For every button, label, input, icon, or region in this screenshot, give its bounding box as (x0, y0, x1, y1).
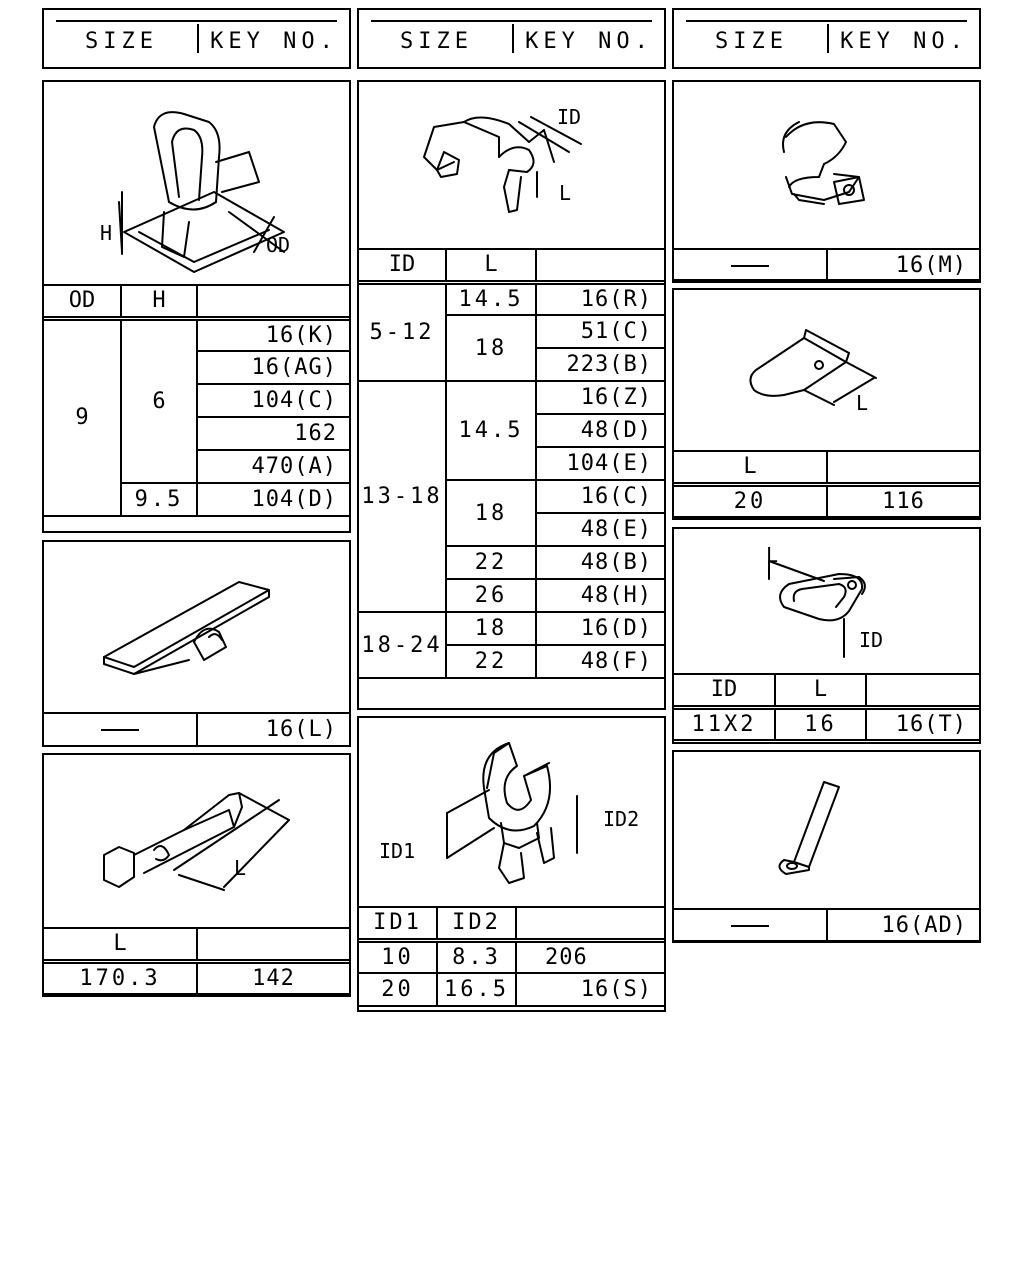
key-number[interactable]: 104(C) (197, 384, 350, 417)
clamp-loop-table (672, 673, 981, 741)
key-number[interactable]: 206 (516, 940, 665, 973)
clamp-loop-drawing (674, 529, 979, 673)
clip-bracket-drawing (674, 290, 979, 450)
key-number[interactable]: 16(C) (536, 480, 665, 513)
key-number[interactable]: 48(F) (536, 645, 665, 678)
panel-clamp-id (357, 80, 666, 710)
size-header-label: SIZE (400, 29, 473, 54)
clip-od-drawing (44, 82, 349, 282)
clip-flat-drawing (44, 542, 349, 712)
col-header-id1: ID1 (358, 907, 437, 940)
l-value: 18 (446, 480, 536, 546)
key-number[interactable]: 16(T) (866, 707, 980, 740)
col-header-id: ID (358, 249, 446, 282)
key-number[interactable]: 16(AG) (197, 351, 350, 384)
size-header-label: SIZE (715, 29, 788, 54)
id1-value: 10 (358, 940, 437, 973)
key-number[interactable]: 16(Z) (536, 381, 665, 414)
clamp-double-table (357, 906, 666, 1007)
panel-clip-flat (42, 540, 351, 747)
panel-strap (672, 750, 981, 942)
key-number[interactable]: 16(S) (516, 973, 665, 1006)
key-number[interactable]: 142 (197, 961, 350, 994)
l-value: 14.5 (446, 381, 536, 480)
id-range: 5-12 (358, 282, 446, 381)
l-value: 26 (446, 579, 536, 612)
l-value: 20 (673, 484, 827, 517)
clamp-id-table (357, 248, 666, 679)
strap-drawing (674, 752, 979, 908)
id-range: 18-24 (358, 612, 446, 678)
clip-bracket-table (672, 450, 981, 518)
dim-label-od: OD (266, 233, 291, 257)
key-no-header-label: KEY NO. (210, 29, 338, 54)
col-header-od: OD (43, 285, 121, 318)
key-number[interactable]: 162 (197, 417, 350, 450)
key-no-header-label: KEY NO. (840, 29, 968, 54)
col-header-l: L (446, 249, 536, 282)
panel-clip-bracket (672, 288, 981, 520)
key-number[interactable]: 16(M) (827, 249, 980, 282)
dim-label-h: H (100, 221, 113, 245)
header-size-key-col1 (42, 8, 351, 69)
panel-clamp-loop (672, 527, 981, 744)
key-number[interactable]: 48(H) (536, 579, 665, 612)
key-number[interactable]: 16(R) (536, 282, 665, 315)
size-header-label: SIZE (85, 29, 158, 54)
key-number[interactable]: 48(E) (536, 513, 665, 546)
clamp-id-drawing (359, 82, 664, 248)
id-value: 11X2 (673, 707, 775, 740)
dim-label-l: L (766, 543, 779, 567)
clamp-double-drawing (359, 718, 664, 906)
key-number[interactable]: 51(C) (536, 315, 665, 348)
dim-label-id: ID (557, 105, 582, 129)
panel-clip-c (672, 80, 981, 281)
l-value: 22 (446, 546, 536, 579)
key-number[interactable]: 48(D) (536, 414, 665, 447)
id2-value: 16.5 (437, 973, 516, 1006)
header-size-key-col2 (357, 8, 666, 69)
key-number[interactable]: 48(B) (536, 546, 665, 579)
h-value: 6 (121, 318, 197, 483)
col-header-l: L (43, 928, 197, 961)
key-number[interactable]: 104(E) (536, 447, 665, 480)
dim-label-id2: ID2 (603, 807, 640, 831)
dim-label-l: L (856, 391, 869, 415)
col-header-id: ID (673, 674, 775, 707)
clip-long-table (42, 927, 351, 995)
dim-label-l: L (234, 856, 247, 880)
id1-value: 20 (358, 973, 437, 1006)
col-header-l: L (775, 674, 866, 707)
l-value: 170.3 (43, 961, 197, 994)
no-size-dash (673, 909, 827, 942)
key-number[interactable]: 16(D) (536, 612, 665, 645)
no-size-dash (673, 249, 827, 282)
l-value: 18 (446, 315, 536, 381)
key-number[interactable]: 104(D) (197, 483, 350, 516)
clip-c-drawing (674, 82, 979, 248)
key-number[interactable]: 223(B) (536, 348, 665, 381)
key-number[interactable]: 16(L) (197, 713, 350, 746)
col-header-l: L (673, 451, 827, 484)
clip-c-table (672, 248, 981, 283)
col-header-h: H (121, 285, 197, 318)
id-range: 13-18 (358, 381, 446, 612)
clip-flat-table (42, 712, 351, 747)
l-value: 18 (446, 612, 536, 645)
l-value: 16 (775, 707, 866, 740)
dim-label-l: L (559, 181, 572, 205)
l-value: 14.5 (446, 282, 536, 315)
l-value: 22 (446, 645, 536, 678)
clip-od-table (42, 284, 351, 517)
key-number[interactable]: 16(AD) (827, 909, 980, 942)
h-value: 9.5 (121, 483, 197, 516)
col-header-id2: ID2 (437, 907, 516, 940)
strap-table (672, 908, 981, 943)
od-value: 9 (43, 318, 121, 516)
no-size-dash (43, 713, 197, 746)
key-number[interactable]: 16(K) (197, 318, 350, 351)
key-number[interactable]: 116 (827, 484, 980, 517)
id2-value: 8.3 (437, 940, 516, 973)
panel-clip-long (42, 753, 351, 997)
key-number[interactable]: 470(A) (197, 450, 350, 483)
key-no-header-label: KEY NO. (525, 29, 653, 54)
dim-label-id: ID (859, 628, 884, 652)
clip-long-drawing (44, 755, 349, 927)
panel-clip-od (42, 80, 351, 533)
dim-label-id1: ID1 (379, 839, 416, 863)
header-size-key-col3 (672, 8, 981, 69)
panel-clamp-double (357, 716, 666, 1012)
